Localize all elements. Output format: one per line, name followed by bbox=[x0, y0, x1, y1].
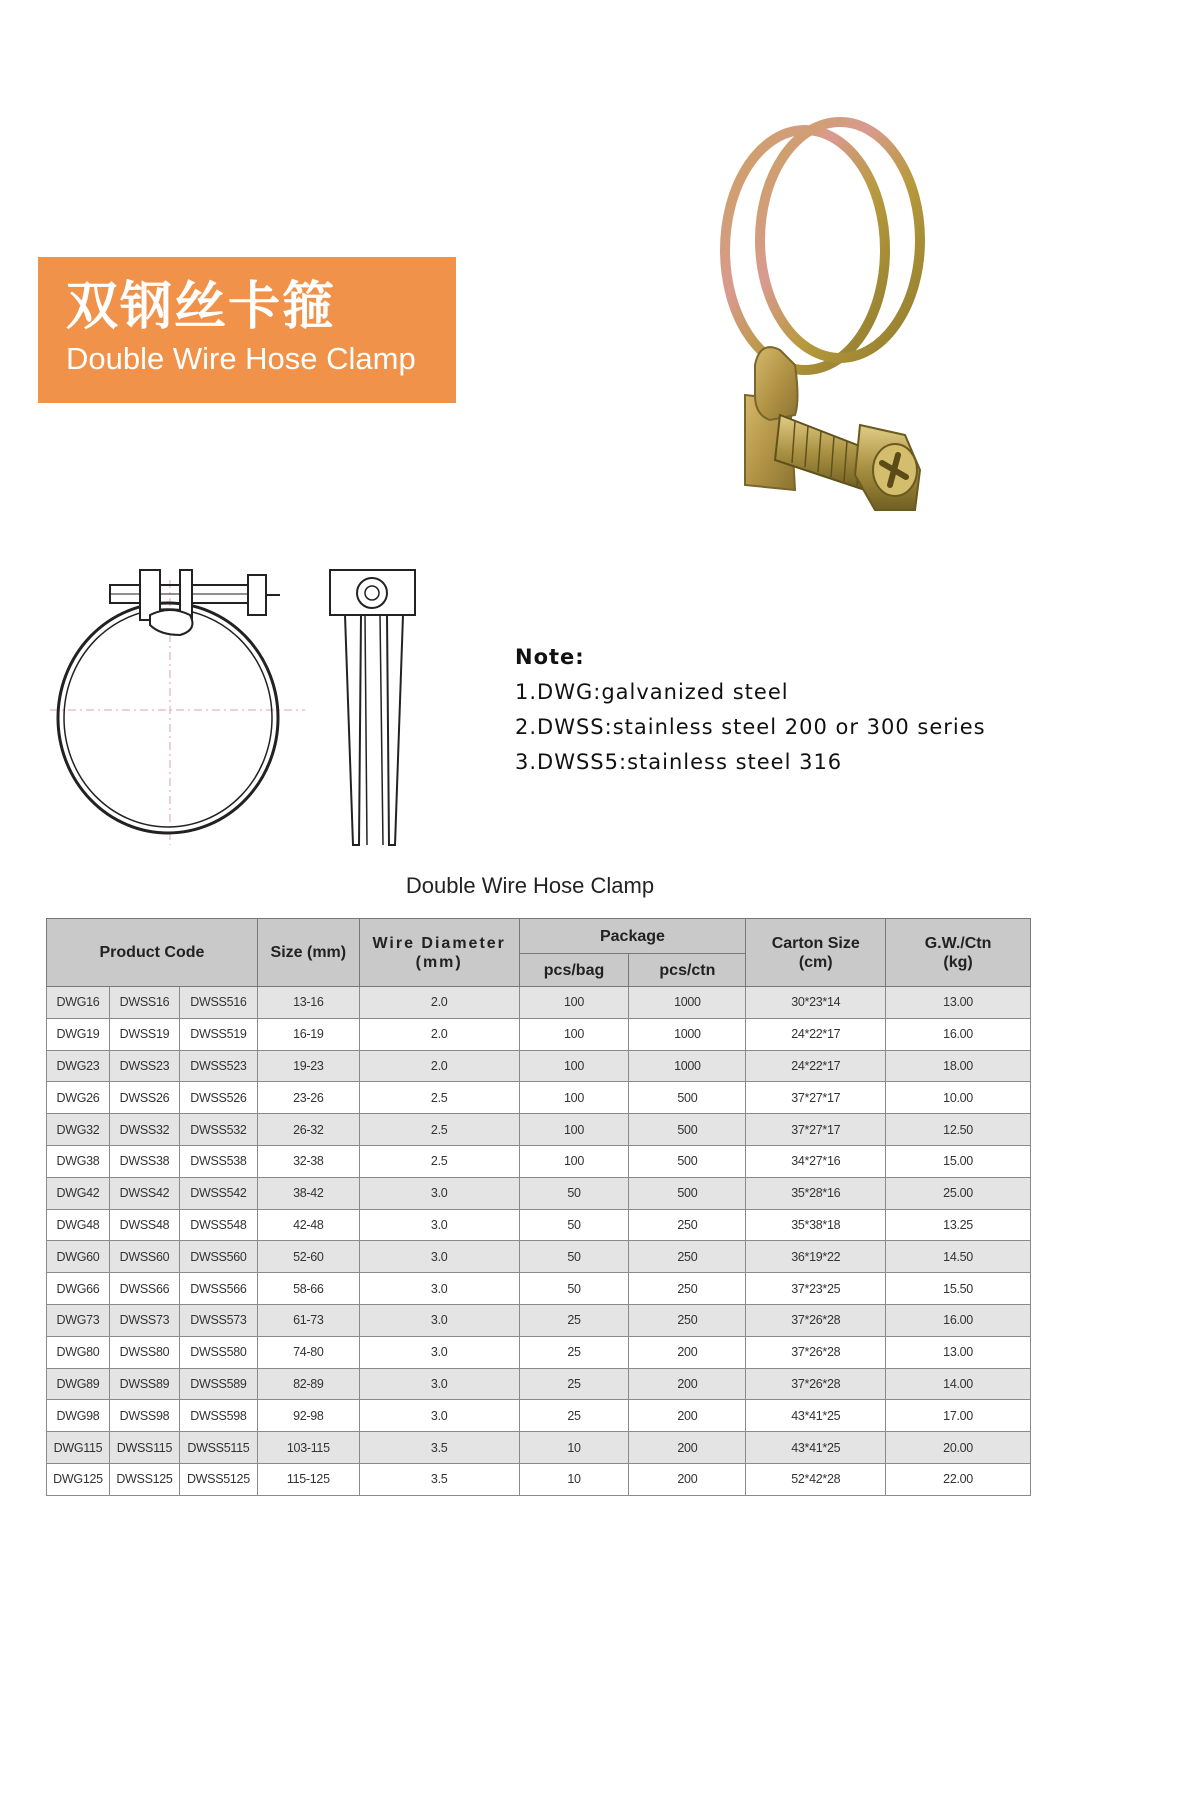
cell-carton-size: 24*22*17 bbox=[746, 1050, 886, 1082]
cell-size: 13-16 bbox=[257, 987, 359, 1019]
cell-size: 19-23 bbox=[257, 1050, 359, 1082]
cell-dwss-code: DWSS66 bbox=[109, 1273, 179, 1305]
cell-dwss5-code: DWSS598 bbox=[179, 1400, 257, 1432]
cell-dwg-code: DWG16 bbox=[47, 987, 110, 1019]
cell-pcs-bag: 100 bbox=[519, 1050, 629, 1082]
cell-dwss-code: DWSS73 bbox=[109, 1304, 179, 1336]
cell-pcs-bag: 25 bbox=[519, 1368, 629, 1400]
note-line: 1.DWG:galvanized steel bbox=[515, 680, 789, 704]
cell-wire-diameter: 3.0 bbox=[359, 1241, 519, 1273]
cell-dwg-code: DWG48 bbox=[47, 1209, 110, 1241]
cell-dwg-code: DWG125 bbox=[47, 1463, 110, 1495]
cell-size: 61-73 bbox=[257, 1304, 359, 1336]
cell-carton-size: 34*27*16 bbox=[746, 1145, 886, 1177]
cell-dwss-code: DWSS48 bbox=[109, 1209, 179, 1241]
table-row bbox=[47, 1273, 1031, 1305]
cell-gw-ctn: 13.00 bbox=[886, 987, 1031, 1019]
cell-dwss-code: DWSS32 bbox=[109, 1114, 179, 1146]
cell-pcs-bag: 100 bbox=[519, 1145, 629, 1177]
header-wire-diameter-unit: (mm) bbox=[415, 953, 463, 971]
table-row bbox=[47, 1432, 1031, 1464]
spec-table bbox=[46, 918, 1031, 1496]
cell-gw-ctn: 15.00 bbox=[886, 1145, 1031, 1177]
cell-carton-size: 36*19*22 bbox=[746, 1241, 886, 1273]
cell-gw-ctn: 13.00 bbox=[886, 1336, 1031, 1368]
banner-title-en: Double Wire Hose Clamp bbox=[66, 341, 416, 376]
table-row bbox=[47, 1241, 1031, 1273]
cell-pcs-bag: 25 bbox=[519, 1304, 629, 1336]
cell-pcs-ctn: 500 bbox=[629, 1082, 746, 1114]
cell-size: 52-60 bbox=[257, 1241, 359, 1273]
cell-carton-size: 37*26*28 bbox=[746, 1336, 886, 1368]
cell-dwg-code: DWG66 bbox=[47, 1273, 110, 1305]
cell-wire-diameter: 3.0 bbox=[359, 1177, 519, 1209]
cell-dwss5-code: DWSS573 bbox=[179, 1304, 257, 1336]
cell-pcs-ctn: 500 bbox=[629, 1145, 746, 1177]
title-banner bbox=[38, 257, 456, 403]
cell-pcs-ctn: 200 bbox=[629, 1336, 746, 1368]
table-row bbox=[47, 1368, 1031, 1400]
spec-table-body bbox=[47, 987, 1031, 1496]
table-row bbox=[47, 1336, 1031, 1368]
cell-size: 16-19 bbox=[257, 1018, 359, 1050]
cell-carton-size: 35*28*16 bbox=[746, 1177, 886, 1209]
cell-wire-diameter: 2.0 bbox=[359, 1018, 519, 1050]
cell-dwss-code: DWSS89 bbox=[109, 1368, 179, 1400]
cell-wire-diameter: 3.0 bbox=[359, 1400, 519, 1432]
cell-wire-diameter: 3.0 bbox=[359, 1336, 519, 1368]
cell-dwss-code: DWSS23 bbox=[109, 1050, 179, 1082]
cell-carton-size: 37*27*17 bbox=[746, 1082, 886, 1114]
header-package: Package bbox=[519, 919, 746, 954]
cell-pcs-bag: 25 bbox=[519, 1400, 629, 1432]
cell-pcs-bag: 100 bbox=[519, 1082, 629, 1114]
cell-gw-ctn: 15.50 bbox=[886, 1273, 1031, 1305]
header-wire-diameter bbox=[359, 919, 519, 987]
cell-size: 26-32 bbox=[257, 1114, 359, 1146]
cell-dwg-code: DWG19 bbox=[47, 1018, 110, 1050]
table-row bbox=[47, 1304, 1031, 1336]
header-pcs-ctn: pcs/ctn bbox=[629, 954, 746, 987]
cell-dwg-code: DWG73 bbox=[47, 1304, 110, 1336]
table-row bbox=[47, 1400, 1031, 1432]
cell-pcs-bag: 50 bbox=[519, 1209, 629, 1241]
table-row bbox=[47, 1209, 1031, 1241]
cell-size: 58-66 bbox=[257, 1273, 359, 1305]
cell-carton-size: 37*26*28 bbox=[746, 1368, 886, 1400]
table-row bbox=[47, 1463, 1031, 1495]
header-pcs-bag: pcs/bag bbox=[519, 954, 629, 987]
cell-pcs-ctn: 1000 bbox=[629, 1018, 746, 1050]
cell-pcs-ctn: 250 bbox=[629, 1241, 746, 1273]
cell-dwss-code: DWSS60 bbox=[109, 1241, 179, 1273]
table-title: Double Wire Hose Clamp bbox=[405, 873, 655, 898]
cell-carton-size: 52*42*28 bbox=[746, 1463, 886, 1495]
cell-pcs-ctn: 1000 bbox=[629, 987, 746, 1019]
cell-wire-diameter: 2.5 bbox=[359, 1145, 519, 1177]
cell-dwg-code: DWG98 bbox=[47, 1400, 110, 1432]
header-gw-ctn bbox=[886, 919, 1031, 987]
cell-carton-size: 37*27*17 bbox=[746, 1114, 886, 1146]
cell-pcs-ctn: 500 bbox=[629, 1177, 746, 1209]
cell-dwg-code: DWG80 bbox=[47, 1336, 110, 1368]
cell-pcs-bag: 50 bbox=[519, 1273, 629, 1305]
cell-gw-ctn: 22.00 bbox=[886, 1463, 1031, 1495]
header-carton-size bbox=[746, 919, 886, 987]
note-line: 2.DWSS:stainless steel 200 or 300 series bbox=[515, 715, 986, 739]
cell-gw-ctn: 14.50 bbox=[886, 1241, 1031, 1273]
cell-dwg-code: DWG26 bbox=[47, 1082, 110, 1114]
cell-pcs-ctn: 200 bbox=[629, 1463, 746, 1495]
cell-size: 74-80 bbox=[257, 1336, 359, 1368]
header-carton-size-label: Carton Size bbox=[771, 934, 860, 952]
cell-dwg-code: DWG60 bbox=[47, 1241, 110, 1273]
cell-pcs-bag: 50 bbox=[519, 1177, 629, 1209]
cell-dwss5-code: DWSS516 bbox=[179, 987, 257, 1019]
cell-wire-diameter: 3.0 bbox=[359, 1304, 519, 1336]
cell-dwg-code: DWG115 bbox=[47, 1432, 110, 1464]
product-photo bbox=[700, 115, 1060, 585]
cell-pcs-bag: 100 bbox=[519, 1114, 629, 1146]
cell-pcs-ctn: 250 bbox=[629, 1209, 746, 1241]
cell-size: 42-48 bbox=[257, 1209, 359, 1241]
table-row bbox=[47, 1050, 1031, 1082]
cell-pcs-bag: 10 bbox=[519, 1432, 629, 1464]
cell-dwg-code: DWG38 bbox=[47, 1145, 110, 1177]
cell-size: 115-125 bbox=[257, 1463, 359, 1495]
cell-dwss5-code: DWSS532 bbox=[179, 1114, 257, 1146]
cell-dwss-code: DWSS80 bbox=[109, 1336, 179, 1368]
cell-dwss5-code: DWSS526 bbox=[179, 1082, 257, 1114]
cell-dwss5-code: DWSS5115 bbox=[179, 1432, 257, 1464]
cell-size: 23-26 bbox=[257, 1082, 359, 1114]
table-row bbox=[47, 1018, 1031, 1050]
cell-size: 32-38 bbox=[257, 1145, 359, 1177]
cell-dwss5-code: DWSS538 bbox=[179, 1145, 257, 1177]
cell-wire-diameter: 2.0 bbox=[359, 987, 519, 1019]
cell-wire-diameter: 3.5 bbox=[359, 1463, 519, 1495]
cell-gw-ctn: 13.25 bbox=[886, 1209, 1031, 1241]
table-row bbox=[47, 1114, 1031, 1146]
header-product-code: Product Code bbox=[47, 919, 258, 987]
table-row bbox=[47, 1082, 1031, 1114]
cell-dwss5-code: DWSS5125 bbox=[179, 1463, 257, 1495]
table-row bbox=[47, 1177, 1031, 1209]
cell-dwss-code: DWSS42 bbox=[109, 1177, 179, 1209]
table-row bbox=[47, 987, 1031, 1019]
cell-dwss-code: DWSS115 bbox=[109, 1432, 179, 1464]
cell-dwg-code: DWG89 bbox=[47, 1368, 110, 1400]
cell-dwg-code: DWG23 bbox=[47, 1050, 110, 1082]
cell-carton-size: 43*41*25 bbox=[746, 1432, 886, 1464]
cell-dwss5-code: DWSS523 bbox=[179, 1050, 257, 1082]
cell-gw-ctn: 17.00 bbox=[886, 1400, 1031, 1432]
cell-gw-ctn: 18.00 bbox=[886, 1050, 1031, 1082]
cell-dwg-code: DWG32 bbox=[47, 1114, 110, 1146]
header-carton-size-unit: (cm) bbox=[798, 953, 833, 971]
front-view-drawing bbox=[40, 560, 315, 850]
cell-carton-size: 35*38*18 bbox=[746, 1209, 886, 1241]
cell-wire-diameter: 3.0 bbox=[359, 1209, 519, 1241]
cell-dwss5-code: DWSS548 bbox=[179, 1209, 257, 1241]
header-wire-diameter-label: Wire Diameter bbox=[372, 934, 506, 952]
cell-carton-size: 30*23*14 bbox=[746, 987, 886, 1019]
cell-size: 103-115 bbox=[257, 1432, 359, 1464]
cell-wire-diameter: 2.5 bbox=[359, 1082, 519, 1114]
cell-pcs-ctn: 250 bbox=[629, 1273, 746, 1305]
cell-dwss5-code: DWSS580 bbox=[179, 1336, 257, 1368]
cell-dwss5-code: DWSS519 bbox=[179, 1018, 257, 1050]
cell-dwss-code: DWSS16 bbox=[109, 987, 179, 1019]
cell-dwss-code: DWSS19 bbox=[109, 1018, 179, 1050]
cell-dwss5-code: DWSS560 bbox=[179, 1241, 257, 1273]
cell-carton-size: 37*23*25 bbox=[746, 1273, 886, 1305]
cell-pcs-bag: 25 bbox=[519, 1336, 629, 1368]
cell-pcs-ctn: 250 bbox=[629, 1304, 746, 1336]
cell-pcs-ctn: 500 bbox=[629, 1114, 746, 1146]
cell-dwss-code: DWSS26 bbox=[109, 1082, 179, 1114]
cell-wire-diameter: 2.0 bbox=[359, 1050, 519, 1082]
cell-carton-size: 43*41*25 bbox=[746, 1400, 886, 1432]
cell-pcs-ctn: 200 bbox=[629, 1432, 746, 1464]
cell-size: 38-42 bbox=[257, 1177, 359, 1209]
cell-dwss-code: DWSS98 bbox=[109, 1400, 179, 1432]
cell-dwss-code: DWSS38 bbox=[109, 1145, 179, 1177]
cell-wire-diameter: 3.0 bbox=[359, 1273, 519, 1305]
note-title: Note: bbox=[515, 645, 585, 669]
cell-gw-ctn: 10.00 bbox=[886, 1082, 1031, 1114]
header-size: Size (mm) bbox=[257, 919, 359, 987]
cell-size: 82-89 bbox=[257, 1368, 359, 1400]
cell-pcs-ctn: 200 bbox=[629, 1400, 746, 1432]
cell-gw-ctn: 16.00 bbox=[886, 1304, 1031, 1336]
cell-dwg-code: DWG42 bbox=[47, 1177, 110, 1209]
table-row bbox=[47, 1145, 1031, 1177]
cell-gw-ctn: 14.00 bbox=[886, 1368, 1031, 1400]
note-line: 3.DWSS5:stainless steel 316 bbox=[515, 750, 843, 774]
cell-dwss5-code: DWSS566 bbox=[179, 1273, 257, 1305]
side-view-drawing bbox=[325, 565, 425, 850]
cell-size: 92-98 bbox=[257, 1400, 359, 1432]
cell-carton-size: 24*22*17 bbox=[746, 1018, 886, 1050]
cell-wire-diameter: 3.5 bbox=[359, 1432, 519, 1464]
cell-carton-size: 37*26*28 bbox=[746, 1304, 886, 1336]
cell-pcs-bag: 100 bbox=[519, 987, 629, 1019]
cell-gw-ctn: 16.00 bbox=[886, 1018, 1031, 1050]
cell-pcs-bag: 100 bbox=[519, 1018, 629, 1050]
cell-gw-ctn: 12.50 bbox=[886, 1114, 1031, 1146]
cell-dwss5-code: DWSS542 bbox=[179, 1177, 257, 1209]
cell-pcs-bag: 10 bbox=[519, 1463, 629, 1495]
cell-gw-ctn: 20.00 bbox=[886, 1432, 1031, 1464]
cell-pcs-bag: 50 bbox=[519, 1241, 629, 1273]
cell-pcs-ctn: 200 bbox=[629, 1368, 746, 1400]
header-gw-ctn-unit: (kg) bbox=[943, 953, 973, 971]
header-gw-ctn-label: G.W./Ctn bbox=[924, 934, 992, 952]
material-note bbox=[515, 640, 986, 780]
cell-pcs-ctn: 1000 bbox=[629, 1050, 746, 1082]
banner-title-cn: 双钢丝卡箍 bbox=[66, 277, 337, 337]
cell-gw-ctn: 25.00 bbox=[886, 1177, 1031, 1209]
cell-wire-diameter: 3.0 bbox=[359, 1368, 519, 1400]
cell-wire-diameter: 2.5 bbox=[359, 1114, 519, 1146]
cell-dwss-code: DWSS125 bbox=[109, 1463, 179, 1495]
cell-dwss5-code: DWSS589 bbox=[179, 1368, 257, 1400]
